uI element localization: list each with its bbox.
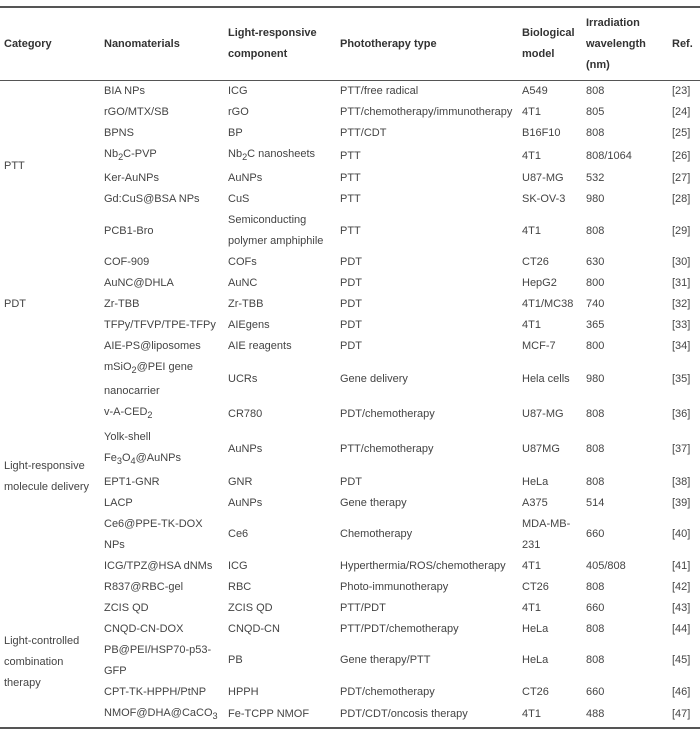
- subscript: 3: [212, 710, 218, 721]
- cell-component: CuS: [228, 193, 250, 206]
- table-row: [0, 640, 700, 682]
- cell-ref: [45]: [672, 654, 691, 667]
- cell-component: AIE reagents: [228, 340, 292, 353]
- cell-component: AuNPs: [228, 172, 263, 185]
- cell-component: rGO: [228, 106, 249, 118]
- cell-ref: [29]: [672, 224, 691, 237]
- cell-model: 4T1: [522, 106, 541, 118]
- text-part: Nb: [104, 148, 119, 160]
- cell-wavelength: 660: [586, 528, 605, 541]
- header-wavelength-line2: wavelength: [586, 37, 646, 50]
- cell-therapy: PTT: [340, 172, 361, 185]
- table-row: [0, 577, 700, 598]
- text-part: mSiO: [104, 361, 132, 374]
- header-bio-model-line1: Biological: [522, 27, 575, 39]
- cell-ref: [42]: [672, 580, 691, 593]
- cell-wavelength: 808: [586, 127, 605, 139]
- cell-component: Fe-TCPP NMOF: [228, 708, 310, 721]
- cell-component: [224, 144, 336, 168]
- subscript: 2: [242, 152, 248, 163]
- cell-component: RBC: [228, 580, 252, 593]
- cell-nanomaterial: PCB1-Bro: [104, 224, 154, 237]
- cell-wavelength: 980: [586, 373, 605, 386]
- cell-nanomaterial: Gd:CuS@BSA NPs: [104, 193, 200, 206]
- cell-model: CT26: [522, 256, 549, 269]
- category-combination: [0, 598, 100, 728]
- cell-component: UCRs: [228, 373, 258, 386]
- cell-nanomaterial: BIA NPs: [104, 85, 145, 97]
- cell-nanomaterial: EPT1-GNR: [104, 475, 160, 488]
- table-row: [0, 273, 700, 294]
- cell-ref: [39]: [672, 496, 691, 509]
- text-part: C-PVP: [123, 148, 157, 160]
- cell-wavelength: 405/808: [586, 559, 626, 572]
- cell-model: HeLa: [522, 622, 549, 635]
- cell-model: Hela cells: [522, 373, 570, 386]
- header-row: [0, 7, 700, 81]
- cell-nanomaterial: [100, 427, 224, 472]
- header-ref: Ref.: [672, 37, 693, 50]
- table-row: [0, 123, 700, 144]
- text-part: polymer amphiphile: [228, 235, 324, 248]
- cell-wavelength: 660: [586, 685, 605, 698]
- cell-wavelength: 630: [586, 256, 605, 269]
- table-row: [0, 682, 700, 703]
- cell-ref: [24]: [672, 106, 691, 118]
- cell-nanomaterial: ICG/TPZ@HSA dNMs: [104, 559, 213, 572]
- text-part: GFP: [104, 664, 127, 677]
- cell-nanomaterial: R837@RBC-gel: [104, 580, 184, 593]
- cell-component: AIEgens: [228, 319, 270, 332]
- cell-component: BP: [228, 127, 243, 139]
- cell-nanomaterial: AIE-PS@liposomes: [104, 340, 201, 353]
- header-therapy-type: Phototherapy type: [340, 37, 437, 50]
- cell-therapy: Gene delivery: [340, 373, 408, 386]
- cell-model: 4T1: [522, 149, 541, 162]
- cell-therapy: PDT: [340, 277, 362, 290]
- table-row: [0, 514, 700, 556]
- cell-nanomaterial: COF-909: [104, 256, 150, 269]
- cell-nanomaterial: LACP: [104, 496, 133, 509]
- cell-wavelength: 808: [586, 622, 605, 635]
- header-wavelength: [582, 7, 668, 81]
- cell-nanomaterial: CNQD-CN-DOX: [104, 622, 184, 635]
- cell-component: AuNPs: [228, 442, 263, 455]
- cell-model: U87MG: [522, 442, 560, 455]
- cell-therapy: PDT: [340, 298, 362, 311]
- cell-ref: [46]: [672, 685, 691, 698]
- cell-component: PB: [228, 654, 243, 667]
- category-text: combination: [4, 655, 64, 668]
- cell-model: 4T1: [522, 601, 541, 614]
- cell-model: 4T1: [522, 559, 541, 572]
- cell-therapy: PTT/PDT/chemotherapy: [340, 622, 459, 635]
- table-row: [0, 294, 700, 315]
- table-row: [0, 556, 700, 577]
- text-part: @PEI gene: [136, 361, 194, 374]
- category-delivery: [0, 357, 100, 598]
- cell-therapy: Hyperthermia/ROS/chemotherapy: [340, 559, 506, 572]
- text-part: nanocarrier: [104, 385, 160, 398]
- cell-ref: [31]: [672, 277, 691, 290]
- header-light-component-line2: component: [228, 48, 288, 60]
- cell-ref: [47]: [672, 708, 691, 721]
- cell-component: AuNC: [228, 277, 258, 290]
- category-pdt: PDT: [4, 298, 26, 311]
- cell-wavelength: 800: [586, 277, 605, 290]
- category-text: Light-responsive: [4, 460, 85, 473]
- cell-model: SK-OV-3: [522, 193, 566, 206]
- text-part: v-A-CED: [104, 406, 148, 419]
- text-part: O: [121, 451, 131, 464]
- cell-ref: [44]: [672, 622, 691, 635]
- header-bio-model-line2: model: [522, 48, 555, 60]
- cell-wavelength: 532: [586, 172, 605, 185]
- cell-wavelength: 808/1064: [586, 149, 632, 162]
- cell-component: GNR: [228, 475, 253, 488]
- cell-wavelength: 808: [586, 224, 605, 237]
- cell-ref: [37]: [672, 442, 691, 455]
- cell-therapy: PTT/free radical: [340, 85, 419, 97]
- table-row: [0, 168, 700, 189]
- cell-ref: [35]: [672, 373, 691, 386]
- cell-model: 4T1: [522, 708, 541, 721]
- cell-therapy: PDT: [340, 340, 362, 353]
- table-row: [0, 144, 700, 168]
- table-row: [0, 598, 700, 619]
- cell-component: HPPH: [228, 685, 259, 698]
- phototherapy-table: [0, 6, 700, 729]
- cell-ref: [28]: [672, 193, 691, 206]
- table-row: [0, 619, 700, 640]
- cell-ref: [23]: [672, 85, 691, 97]
- header-light-component-line1: Light-responsive: [228, 27, 317, 39]
- cell-wavelength: 980: [586, 193, 605, 206]
- cell-model: B16F10: [522, 127, 561, 139]
- cell-therapy: PTT: [340, 224, 361, 237]
- cell-component: CNQD-CN: [228, 622, 280, 635]
- cell-model: 4T1/MC38: [522, 298, 574, 311]
- cell-wavelength: 808: [586, 475, 605, 488]
- text-part: NMOF@DHA@CaCO: [104, 706, 213, 719]
- cell-component: COFs: [228, 256, 257, 269]
- subscript: 4: [130, 455, 136, 466]
- cell-model: A549: [522, 85, 548, 97]
- text-part: Yolk-shell: [104, 430, 151, 443]
- cell-therapy: PTT: [340, 193, 361, 206]
- header-wavelength-line1: Irradiation: [586, 16, 640, 29]
- table-row: [0, 493, 700, 514]
- cell-therapy: PDT/chemotherapy: [340, 407, 435, 420]
- subscript: 2: [118, 152, 124, 163]
- cell-therapy: PDT: [340, 319, 362, 332]
- cell-ref: [32]: [672, 298, 691, 311]
- table-row: [0, 102, 700, 123]
- cell-nanomaterial: rGO/MTX/SB: [104, 106, 169, 118]
- cell-therapy: PDT: [340, 256, 362, 269]
- cell-therapy: PDT/chemotherapy: [340, 685, 435, 698]
- cell-nanomaterial: TFPy/TFVP/TPE-TFPy: [104, 319, 216, 332]
- text-part: MDA-MB-: [522, 517, 571, 530]
- cell-model: CT26: [522, 580, 549, 593]
- cell-nanomaterial: [100, 144, 224, 168]
- category-text: therapy: [4, 676, 41, 689]
- table-row: [0, 252, 700, 273]
- cell-nanomaterial: [100, 703, 224, 728]
- cell-wavelength: 808: [586, 580, 605, 593]
- cell-model: MCF-7: [522, 340, 556, 353]
- cell-ref: [38]: [672, 475, 691, 488]
- subscript: 2: [147, 410, 153, 421]
- cell-ref: [34]: [672, 340, 691, 353]
- cell-model: CT26: [522, 685, 549, 698]
- cell-nanomaterial: CPT-TK-HPPH/PtNP: [104, 685, 207, 698]
- text-part: Fe: [104, 451, 117, 464]
- subscript: 3: [116, 455, 122, 466]
- cell-wavelength: 740: [586, 298, 605, 311]
- cell-model: 4T1: [522, 224, 541, 237]
- cell-therapy: PTT/chemotherapy/immunotherapy: [340, 106, 513, 118]
- cell-therapy: PTT/PDT: [340, 601, 386, 614]
- table-row: [0, 315, 700, 336]
- cell-nanomaterial: Ce6@PPE-TK-DOX NPs: [104, 517, 203, 551]
- cell-component: Ce6: [228, 528, 249, 541]
- table-row: [0, 336, 700, 357]
- cell-model: [518, 514, 582, 556]
- cell-nanomaterial: ZCIS QD: [104, 601, 149, 614]
- cell-component: AuNPs: [228, 496, 263, 509]
- header-wavelength-line3: (nm): [586, 58, 610, 71]
- category-ptt: PTT: [4, 160, 25, 173]
- cell-ref: [36]: [672, 407, 691, 420]
- text-part: PB@PEI/HSP70-p53-: [104, 643, 212, 656]
- cell-wavelength: 808: [586, 442, 605, 455]
- category-text: molecule delivery: [4, 481, 89, 494]
- text-part: 231: [522, 538, 541, 551]
- cell-wavelength: 808: [586, 407, 605, 420]
- cell-wavelength: 660: [586, 601, 605, 614]
- table-row: [0, 357, 700, 402]
- cell-ref: [41]: [672, 559, 691, 572]
- cell-model: U87-MG: [522, 407, 564, 420]
- cell-wavelength: 805: [586, 106, 605, 118]
- text-part: Nb: [228, 148, 243, 160]
- table-row: [0, 472, 700, 493]
- cell-therapy: Gene therapy/PTT: [340, 654, 431, 667]
- cell-model: A375: [522, 496, 548, 509]
- cell-ref: [26]: [672, 149, 691, 162]
- cell-therapy: PTT/CDT: [340, 127, 387, 139]
- table-row: [0, 189, 700, 210]
- cell-wavelength: 365: [586, 319, 605, 332]
- text-part: C nanosheets: [247, 148, 316, 160]
- cell-component: [224, 210, 336, 252]
- cell-ref: [30]: [672, 256, 691, 269]
- cell-nanomaterial: AuNC@DHLA: [104, 277, 174, 290]
- cell-wavelength: 808: [586, 85, 605, 97]
- cell-model: HeLa: [522, 654, 549, 667]
- cell-ref: [40]: [672, 528, 691, 541]
- cell-nanomaterial: [100, 402, 224, 426]
- cell-model: 4T1: [522, 319, 541, 332]
- text-part: @AuNPs: [135, 451, 181, 464]
- text-part: Semiconducting: [228, 214, 307, 227]
- cell-ref: [25]: [672, 127, 691, 139]
- header-nanomaterials: Nanomaterials: [104, 37, 180, 50]
- cell-therapy: PDT: [340, 475, 362, 488]
- cell-ref: [43]: [672, 601, 691, 614]
- cell-ref: [33]: [672, 319, 691, 332]
- category-text: Light-controlled: [4, 634, 80, 647]
- table-row: [0, 703, 700, 728]
- cell-nanomaterial: Zr-TBB: [104, 298, 140, 311]
- cell-component: CR780: [228, 407, 263, 420]
- table-row: [0, 81, 700, 103]
- cell-component: ICG: [228, 85, 248, 97]
- cell-model: U87-MG: [522, 172, 564, 185]
- cell-ref: [27]: [672, 172, 691, 185]
- header-category: Category: [4, 37, 52, 50]
- cell-therapy: PTT/chemotherapy: [340, 442, 434, 455]
- cell-component: Zr-TBB: [228, 298, 264, 311]
- cell-component: ZCIS QD: [228, 601, 273, 614]
- cell-nanomaterial: BPNS: [104, 127, 134, 139]
- cell-model: HepG2: [522, 277, 557, 290]
- cell-therapy: Chemotherapy: [340, 528, 413, 541]
- cell-component: ICG: [228, 559, 248, 572]
- cell-nanomaterial: Ker-AuNPs: [104, 172, 160, 185]
- header-bio-model: [518, 7, 582, 81]
- cell-therapy: PTT: [340, 149, 361, 162]
- cell-nanomaterial: [100, 640, 224, 682]
- cell-wavelength: 800: [586, 340, 605, 353]
- cell-therapy: Gene therapy: [340, 496, 407, 509]
- cell-nanomaterial: [100, 357, 224, 402]
- cell-wavelength: 514: [586, 496, 605, 509]
- header-light-component: [224, 7, 336, 81]
- cell-model: HeLa: [522, 475, 549, 488]
- table-row: [0, 210, 700, 252]
- table-row: [0, 402, 700, 426]
- subscript: 2: [131, 365, 137, 376]
- cell-therapy: Photo-immunotherapy: [340, 580, 449, 593]
- cell-wavelength: 488: [586, 708, 605, 721]
- cell-wavelength: 808: [586, 654, 605, 667]
- table-row: [0, 427, 700, 472]
- cell-therapy: PDT/CDT/oncosis therapy: [340, 708, 468, 721]
